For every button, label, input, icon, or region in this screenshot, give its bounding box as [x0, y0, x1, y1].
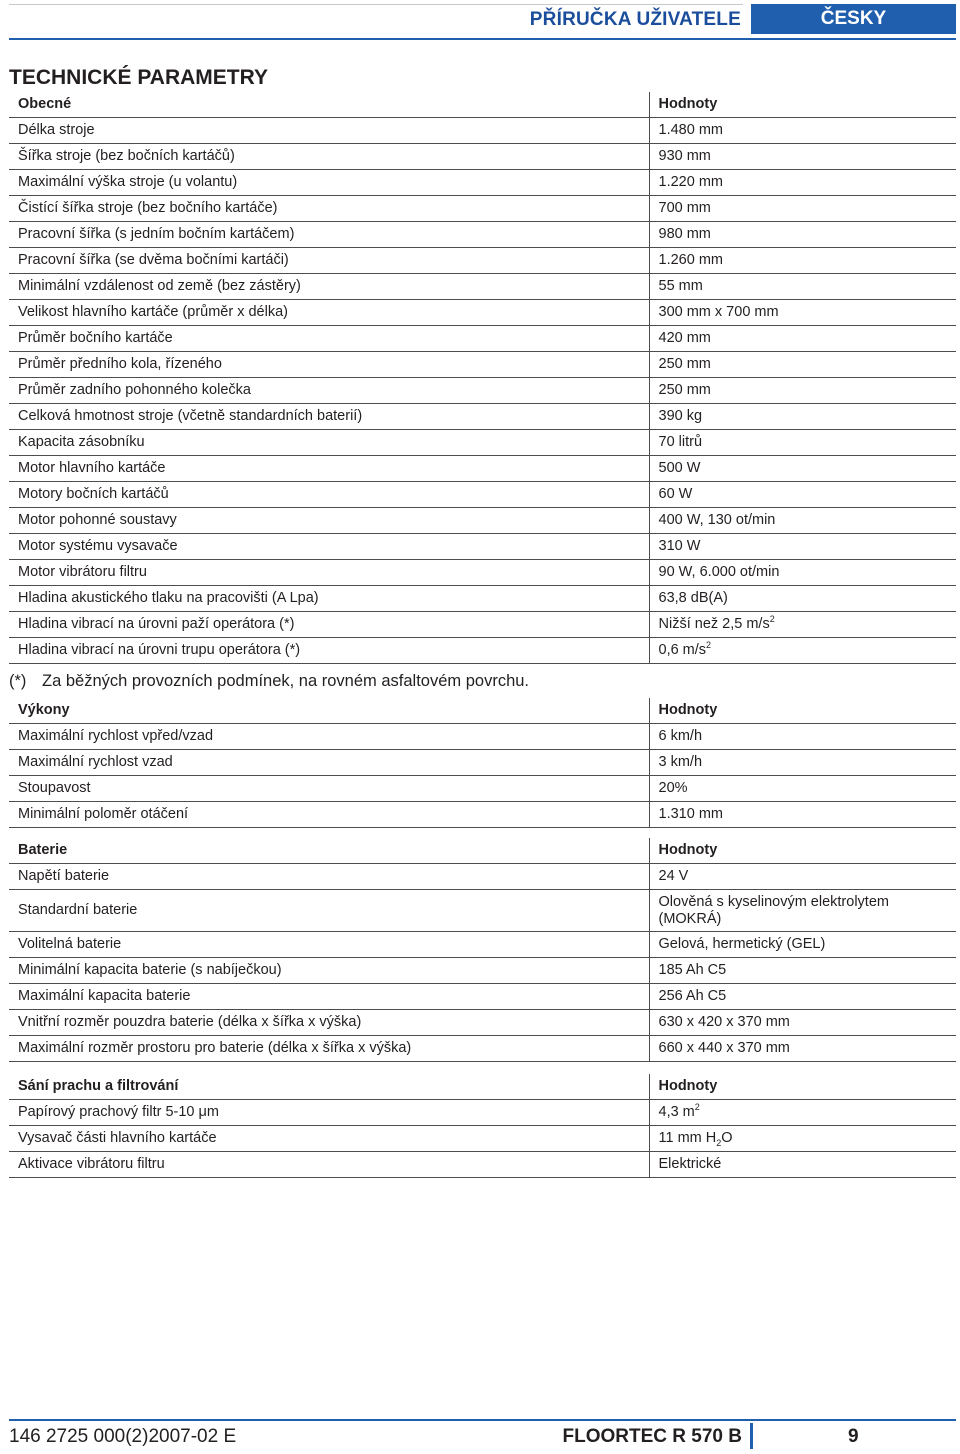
vib-arm-value: Nižší než 2,5 m/s	[658, 616, 770, 632]
page-number: 9	[848, 1426, 859, 1447]
performance-table	[9, 698, 956, 828]
row-label: Průměr bočního kartáče	[9, 326, 649, 352]
table-row	[9, 958, 956, 984]
row-label: Maximální výška stroje (u volantu)	[9, 170, 649, 196]
row-label: Papírový prachový filtr 5-10 μm	[9, 1100, 649, 1126]
row-value: 1.260 mm	[649, 248, 956, 274]
battery-header-label: Baterie	[9, 838, 649, 864]
document-code: 146 2725 000(2)2007-02 E	[9, 1426, 237, 1447]
table-row	[9, 378, 956, 404]
row-value: 1.310 mm	[649, 802, 956, 828]
row-value: 400 W, 130 ot/min	[649, 508, 956, 534]
row-value	[649, 1126, 956, 1152]
table-row	[9, 248, 956, 274]
row-label: Čistící šířka stroje (bez bočního kartáče)	[9, 196, 649, 222]
general-header-value: Hodnoty	[649, 92, 956, 118]
standard-battery-line2: (MOKRÁ)	[658, 910, 722, 927]
row-value: 63,8 dB(A)	[649, 586, 956, 612]
row-label: Pracovní šířka (s jedním bočním kartáčem)	[9, 222, 649, 248]
vacuum-value-a: 11 mm H	[658, 1130, 717, 1146]
row-value: 250 mm	[649, 352, 956, 378]
row-label: Aktivace vibrátoru filtru	[9, 1152, 649, 1178]
table-row	[9, 456, 956, 482]
table-row	[9, 638, 956, 664]
row-value: 6 km/h	[649, 724, 956, 750]
standard-battery-line1: Olověná s kyselinovým elektrolytem	[658, 893, 889, 910]
table-row	[9, 1100, 956, 1126]
row-label: Stoupavost	[9, 776, 649, 802]
table-row	[9, 932, 956, 958]
table-row	[9, 196, 956, 222]
row-label: Maximální rychlost vpřed/vzad	[9, 724, 649, 750]
row-value: 930 mm	[649, 144, 956, 170]
row-value: 300 mm x 700 mm	[649, 300, 956, 326]
model-name: FLOORTEC R 570 B	[562, 1426, 742, 1447]
row-label: Minimální vzdálenost od země (bez zástěry)	[9, 274, 649, 300]
table-row	[9, 890, 956, 932]
row-label: Motor systému vysavače	[9, 534, 649, 560]
row-value: 310 W	[649, 534, 956, 560]
row-label: Průměr zadního pohonného kolečka	[9, 378, 649, 404]
header-divider	[9, 38, 956, 40]
dust-table	[9, 1074, 956, 1178]
row-value: Elektrické	[649, 1152, 956, 1178]
table-row	[9, 1010, 956, 1036]
row-value: 24 V	[649, 864, 956, 890]
footnote	[9, 672, 529, 691]
header-language-badge	[751, 4, 956, 34]
vib-body-exponent: 2	[706, 640, 712, 651]
page-title: TECHNICKÉ PARAMETRY	[9, 66, 269, 89]
dust-header-value: Hodnoty	[649, 1074, 956, 1100]
row-value: 700 mm	[649, 196, 956, 222]
general-table	[9, 92, 956, 664]
row-value	[649, 1100, 956, 1126]
table-row	[9, 326, 956, 352]
table-header-row	[9, 92, 956, 118]
row-value: 250 mm	[649, 378, 956, 404]
vacuum-value-subscript: 2	[716, 1137, 722, 1148]
row-label: Minimální kapacita baterie (s nabíječkou)	[9, 958, 649, 984]
filter-area-value: 4,3 m	[658, 1104, 695, 1120]
row-value	[649, 638, 956, 664]
row-label: Pracovní šířka (se dvěma bočními kartáči)	[9, 248, 649, 274]
row-value: 60 W	[649, 482, 956, 508]
footer-separator	[750, 1423, 753, 1449]
footnote-text: Za běžných provozních podmínek, na rovném asfaltovém povrchu.	[42, 672, 529, 690]
header-manual-bar	[9, 4, 743, 35]
table-row	[9, 776, 956, 802]
row-label: Hladina vibrací na úrovni trupu operátora (*)	[9, 638, 649, 664]
row-label: Hladina vibrací na úrovni paží operátora (*)	[9, 612, 649, 638]
vib-body-value: 0,6 m/s	[658, 642, 707, 658]
table-row	[9, 534, 956, 560]
row-value: 660 x 440 x 370 mm	[649, 1036, 956, 1062]
footer-divider	[9, 1419, 956, 1421]
row-value	[649, 890, 956, 932]
table-row	[9, 586, 956, 612]
header-manual-title: PŘÍRUČKA UŽIVATELE	[529, 9, 741, 30]
header-language: ČESKY	[820, 8, 887, 29]
table-row	[9, 430, 956, 456]
performance-header-value: Hodnoty	[649, 698, 956, 724]
battery-header-value: Hodnoty	[649, 838, 956, 864]
row-value: 70 litrů	[649, 430, 956, 456]
table-row	[9, 274, 956, 300]
row-value: 90 W, 6.000 ot/min	[649, 560, 956, 586]
table-row	[9, 1126, 956, 1152]
row-label: Maximální kapacita baterie	[9, 984, 649, 1010]
row-label: Maximální rychlost vzad	[9, 750, 649, 776]
row-value: 980 mm	[649, 222, 956, 248]
row-label: Napětí baterie	[9, 864, 649, 890]
row-label: Vnitřní rozměr pouzdra baterie (délka x šířka x výška)	[9, 1010, 649, 1036]
row-label: Motory bočních kartáčů	[9, 482, 649, 508]
row-value: 390 kg	[649, 404, 956, 430]
row-value: 1.480 mm	[649, 118, 956, 144]
row-value: 185 Ah C5	[649, 958, 956, 984]
row-value: 420 mm	[649, 326, 956, 352]
row-label: Průměr předního kola, řízeného	[9, 352, 649, 378]
table-row	[9, 612, 956, 638]
table-header-row	[9, 698, 956, 724]
table-row	[9, 300, 956, 326]
footnote-mark: (*)	[9, 672, 27, 690]
filter-area-exponent: 2	[694, 1102, 700, 1113]
row-value: 3 km/h	[649, 750, 956, 776]
row-label: Volitelná baterie	[9, 932, 649, 958]
row-label: Standardní baterie	[9, 890, 649, 932]
table-row	[9, 1036, 956, 1062]
table-row	[9, 560, 956, 586]
table-header-row	[9, 838, 956, 864]
table-row	[9, 482, 956, 508]
row-value: 55 mm	[649, 274, 956, 300]
table-row	[9, 118, 956, 144]
general-header-label: Obecné	[9, 92, 649, 118]
row-value: Gelová, hermetický (GEL)	[649, 932, 956, 958]
row-label: Maximální rozměr prostoru pro baterie (délka x šířka x výška)	[9, 1036, 649, 1062]
vacuum-value-b: O	[721, 1130, 733, 1146]
battery-table	[9, 838, 956, 1062]
row-value: 1.220 mm	[649, 170, 956, 196]
row-value: 630 x 420 x 370 mm	[649, 1010, 956, 1036]
table-row	[9, 352, 956, 378]
row-label: Celková hmotnost stroje (včetně standardních baterií)	[9, 404, 649, 430]
table-row	[9, 724, 956, 750]
row-label: Motor hlavního kartáče	[9, 456, 649, 482]
table-row	[9, 170, 956, 196]
row-label: Hladina akustického tlaku na pracovišti (A Lpa)	[9, 586, 649, 612]
performance-header-label: Výkony	[9, 698, 649, 724]
table-row	[9, 984, 956, 1010]
row-value: 20%	[649, 776, 956, 802]
table-header-row	[9, 1074, 956, 1100]
table-row	[9, 802, 956, 828]
vib-arm-exponent: 2	[769, 614, 775, 625]
row-label: Vysavač části hlavního kartáče	[9, 1126, 649, 1152]
row-label: Délka stroje	[9, 118, 649, 144]
row-label: Minimální poloměr otáčení	[9, 802, 649, 828]
table-row	[9, 864, 956, 890]
row-value: 500 W	[649, 456, 956, 482]
row-label: Motor vibrátoru filtru	[9, 560, 649, 586]
table-row	[9, 144, 956, 170]
row-label: Šířka stroje (bez bočních kartáčů)	[9, 144, 649, 170]
row-label: Kapacita zásobníku	[9, 430, 649, 456]
dust-header-label: Sání prachu a filtrování	[9, 1074, 649, 1100]
table-row	[9, 404, 956, 430]
table-row	[9, 508, 956, 534]
table-row	[9, 1152, 956, 1178]
row-label: Velikost hlavního kartáče (průměr x délka)	[9, 300, 649, 326]
row-label: Motor pohonné soustavy	[9, 508, 649, 534]
row-value	[649, 612, 956, 638]
table-row	[9, 222, 956, 248]
table-row	[9, 750, 956, 776]
row-value: 256 Ah C5	[649, 984, 956, 1010]
